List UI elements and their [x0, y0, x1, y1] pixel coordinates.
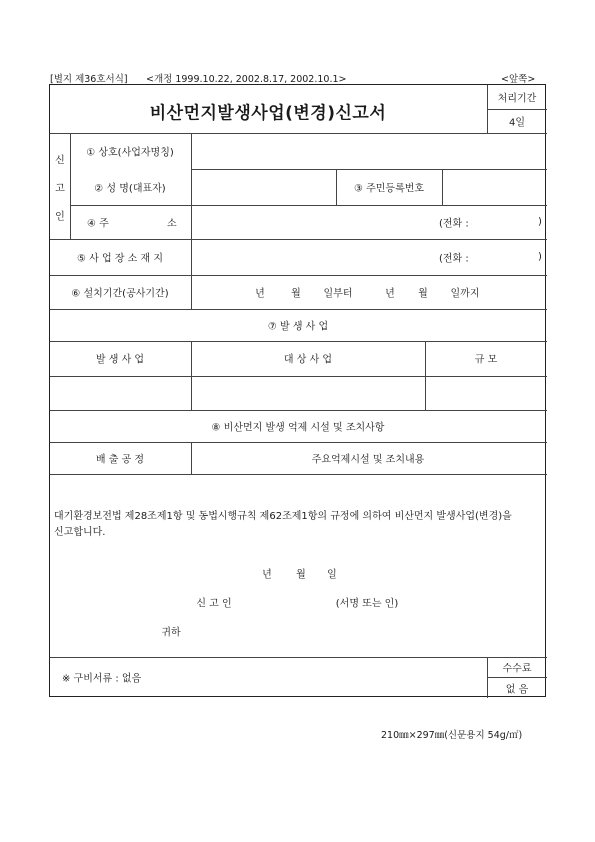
declaration-month: 월 [296, 569, 306, 581]
site-phone-label: (전화 : [439, 253, 469, 265]
company-name-field[interactable] [192, 134, 546, 168]
business-cell[interactable] [51, 377, 190, 409]
applicant-phone-label: (전화 : [439, 218, 469, 230]
revision-note: <개정 1999.10.22, 2002.8.17, 2002.10.1> [146, 74, 347, 85]
processing-period-value: 4일 [508, 117, 526, 129]
declaration-text: 대기환경보전법 제28조제1항 및 동법시행규칙 제62조제1항의 규정에 의하여 비산먼지 발생사업(변경)을 신고합니다. [54, 511, 512, 538]
period-to-year: 년 [385, 288, 395, 300]
company-name-label: ① 상호(사업자명칭) [86, 147, 174, 159]
site-phone-close: ) [538, 251, 542, 263]
period-to-day: 일까지 [450, 288, 480, 300]
rule [50, 442, 547, 443]
applicant-phone-close: ) [538, 216, 542, 228]
representative-name-label: ② 성 명(대표자) [94, 183, 166, 195]
rule [50, 410, 547, 411]
signer-label: 신 고 인 [196, 598, 232, 610]
signature-note: (서명 또는 인) [335, 598, 399, 610]
addressee-label: 귀하 [161, 627, 181, 639]
rule [50, 657, 547, 658]
rule [70, 133, 71, 239]
fee-label: 수수료 [502, 663, 532, 675]
form-number: [별지 제36호서식] [50, 74, 128, 85]
site-address-label: ⑤ 사 업 장 소 재 지 [77, 253, 163, 265]
rule [191, 442, 192, 474]
measures-section-title: ⑧ 비산먼지 발생 억제 시설 및 조치사항 [211, 422, 385, 434]
installation-period-field[interactable] [192, 276, 546, 308]
resident-number-field[interactable] [443, 170, 546, 204]
target-business-column-header: 대 상 사 업 [283, 354, 333, 366]
form-title: 비산먼지발생사업(변경)신고서 [149, 103, 387, 124]
address-label: ④ 주 [87, 218, 109, 230]
declaration-day: 일 [327, 569, 337, 581]
applicant-section-char: 고 [55, 183, 65, 195]
period-to-month: 월 [418, 288, 428, 300]
address-label-tail: 소 [167, 218, 177, 230]
declaration-year: 년 [262, 569, 272, 581]
address-field[interactable] [192, 206, 546, 238]
signer-name-field[interactable] [240, 593, 326, 611]
rule [487, 85, 488, 133]
scale-cell[interactable] [426, 377, 546, 409]
rule [50, 341, 547, 342]
rule [487, 657, 488, 698]
site-address-field[interactable] [192, 240, 546, 274]
fee-value: 없 음 [505, 684, 529, 696]
rule [487, 677, 547, 678]
required-documents-note: ※ 구비서류 : 없음 [62, 673, 142, 685]
processing-period-label: 처리기간 [497, 93, 537, 105]
period-from-year: 년 [255, 288, 265, 300]
report-form [49, 84, 546, 697]
rule [50, 309, 547, 310]
representative-name-field[interactable] [192, 170, 335, 204]
paper-spec: 210㎜×297㎜(신문용지 54g/㎡) [381, 730, 523, 741]
measures-column-header: 주요억제시설 및 조치내용 [311, 454, 425, 466]
target-business-cell[interactable] [192, 377, 424, 409]
rule [50, 474, 547, 475]
page-side-label: <앞쪽> [501, 74, 536, 85]
business-column-header: 발 생 사 업 [95, 354, 145, 366]
applicant-section-char: 신 [55, 155, 65, 167]
period-from-day: 일부터 [323, 288, 353, 300]
rule [336, 169, 337, 205]
applicant-section-char: 인 [55, 211, 65, 223]
rule [487, 109, 547, 110]
resident-number-label: ③ 주민등록번호 [353, 183, 425, 195]
business-section-title: ⑦ 발 생 사 업 [267, 321, 329, 333]
emission-process-column-header: 배 출 공 정 [95, 454, 145, 466]
installation-period-label: ⑥ 설치기간(공사기간) [71, 288, 169, 300]
period-from-month: 월 [291, 288, 301, 300]
scale-column-header: 규 모 [474, 354, 498, 366]
